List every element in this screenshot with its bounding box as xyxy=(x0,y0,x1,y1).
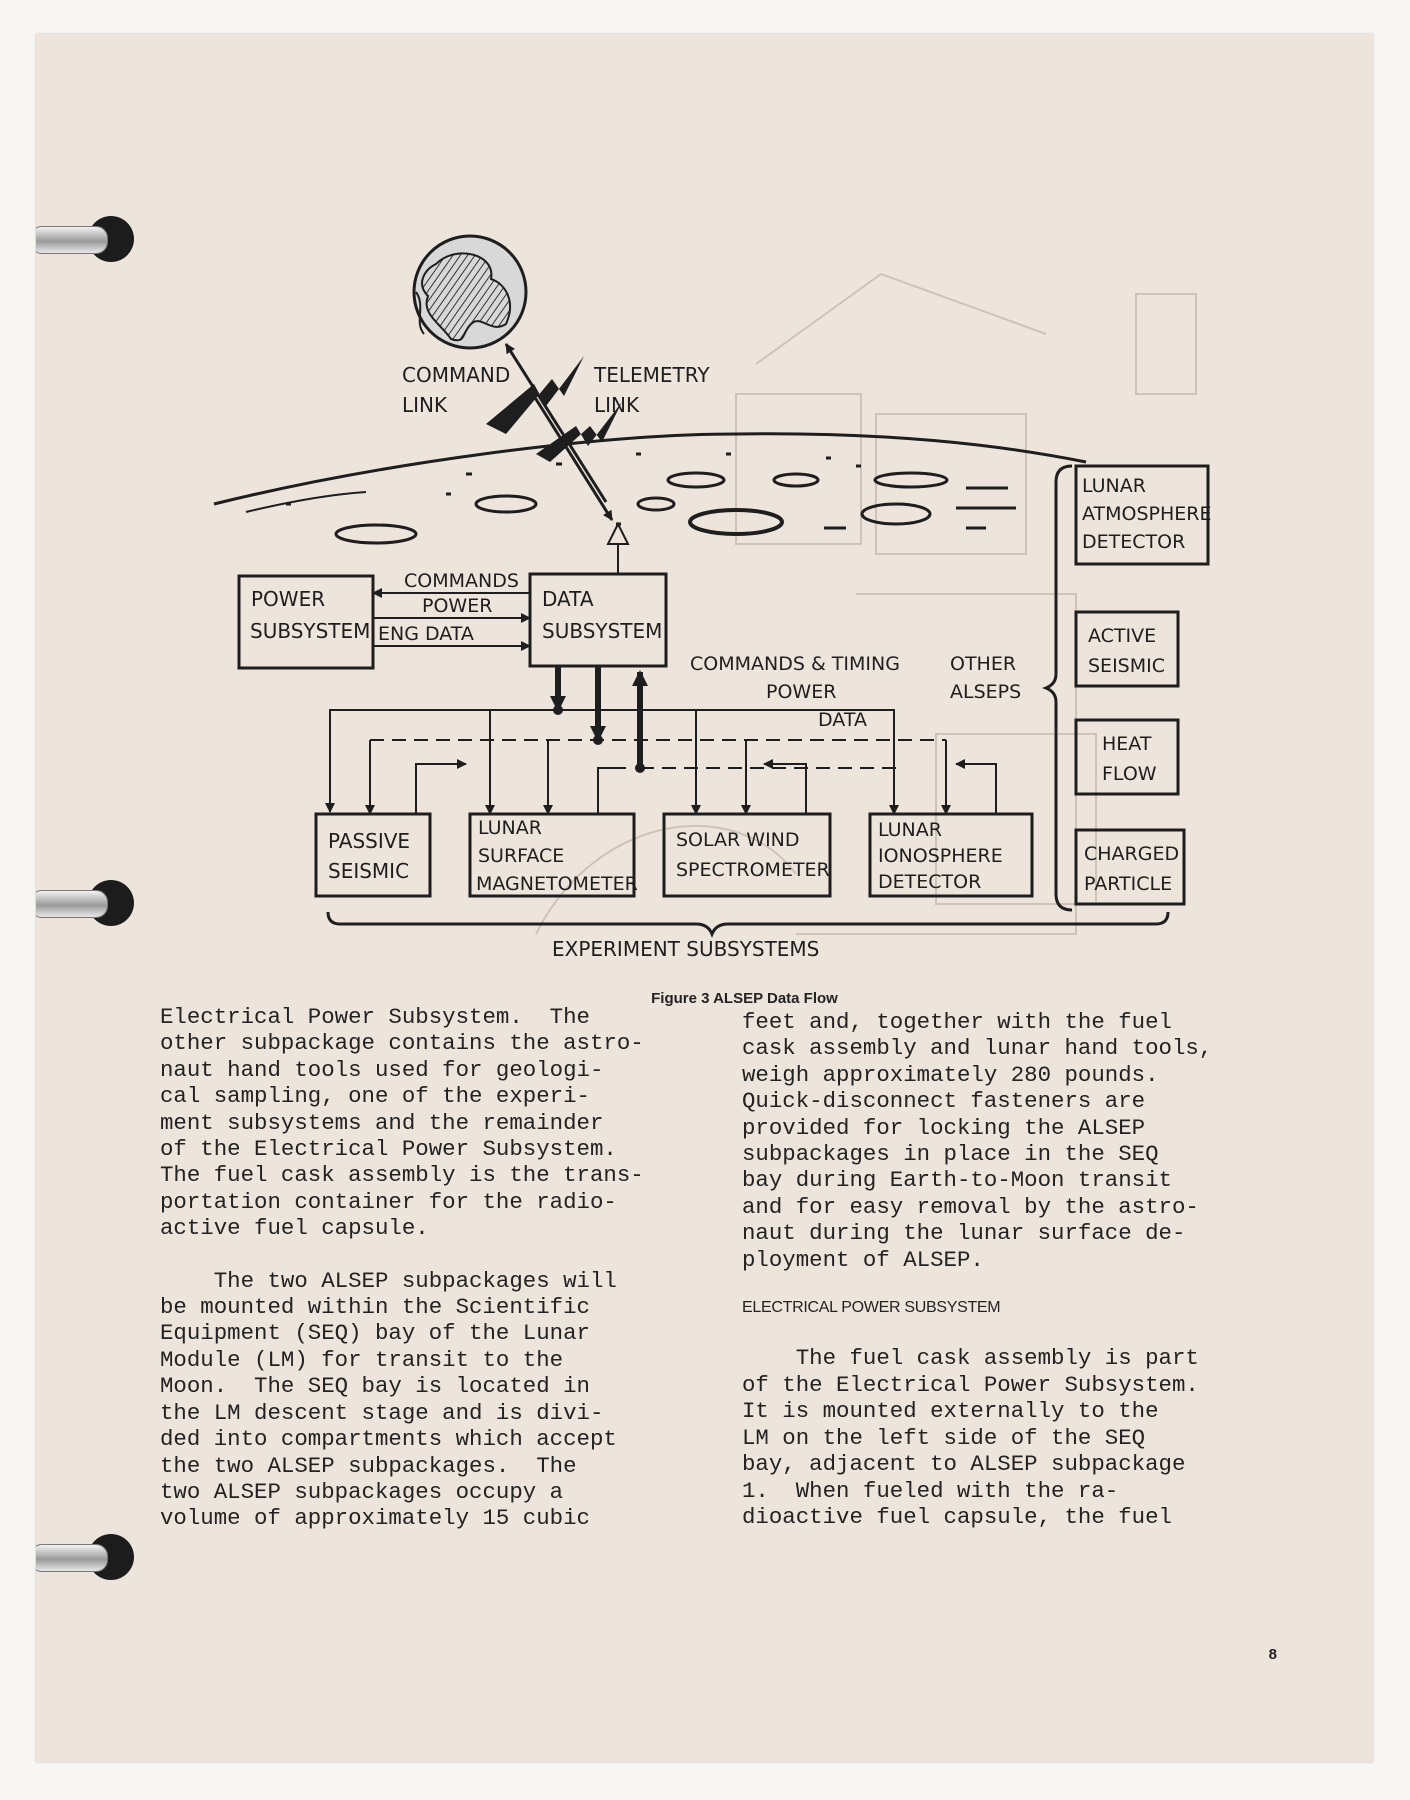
left-paragraph-1 xyxy=(160,1004,644,1242)
command-link-label-2: LINK xyxy=(402,393,448,417)
text-line: naut during the lunar surface de- xyxy=(742,1220,1186,1247)
text-line: 1. When fueled with the ra- xyxy=(742,1477,1119,1504)
text-line: ment subsystems and the remainder xyxy=(160,1109,604,1136)
lad-label-2: ATMOSPHERE xyxy=(1082,503,1212,525)
text-line: naut hand tools used for geologi- xyxy=(160,1056,604,1083)
passive-seismic-label-2: SEISMIC xyxy=(328,859,410,883)
charged-particle-label: CHARGED xyxy=(1084,843,1180,865)
active-seismic-label: ACTIVE xyxy=(1088,625,1157,647)
text-line: of the Electrical Power Subsystem. xyxy=(160,1136,617,1163)
telemetry-link-label-2: LINK xyxy=(594,393,640,417)
text-line: provided for locking the ALSEP xyxy=(742,1114,1146,1141)
lid-label-2: IONOSPHERE xyxy=(878,845,1003,867)
data-subsystem-label: DATA xyxy=(542,587,594,611)
bus-data-label: DATA xyxy=(818,709,867,731)
text-line: the two ALSEP subpackages. The xyxy=(160,1452,577,1479)
lid-label-1: LUNAR xyxy=(878,819,942,841)
power-subsystem-label: POWER xyxy=(251,587,326,611)
text-line: Moon. The SEQ bay is located in xyxy=(160,1373,590,1400)
experiment-subsystems-brace xyxy=(328,912,1168,934)
text-line: subpackages in place in the SEQ xyxy=(742,1141,1159,1168)
active-seismic-label-2: SEISMIC xyxy=(1088,655,1165,677)
lid-label-3: DETECTOR xyxy=(878,871,982,893)
heat-flow-label: HEAT xyxy=(1102,733,1152,755)
passive-seismic-box xyxy=(316,814,430,896)
text-line: The two ALSEP subpackages will xyxy=(160,1267,617,1294)
binder-ring-bottom xyxy=(36,1530,118,1588)
text-line: cask assembly and lunar hand tools, xyxy=(742,1035,1213,1062)
text-line: The fuel cask assembly is part xyxy=(742,1345,1199,1372)
text-line: ded into compartments which accept xyxy=(160,1426,617,1453)
right-paragraph-2 xyxy=(742,1345,1212,1530)
left-text-column xyxy=(160,1004,644,1532)
data-subsystem-label-2: SUBSYSTEM xyxy=(542,619,663,643)
text-line: Quick-disconnect fasteners are xyxy=(742,1088,1146,1115)
telemetry-link-label: TELEMETRY xyxy=(594,363,710,387)
data-bus xyxy=(416,764,996,814)
lad-label-3: DETECTOR xyxy=(1082,531,1186,553)
left-paragraph-2 xyxy=(160,1268,644,1532)
heat-flow-label-2: FLOW xyxy=(1102,763,1157,785)
power-label: POWER xyxy=(422,595,493,617)
text-line: dioactive fuel capsule, the fuel xyxy=(742,1503,1172,1530)
text-line: LM on the left side of the SEQ xyxy=(742,1424,1146,1451)
page-number: 8 xyxy=(1268,1646,1277,1663)
text-line: The fuel cask assembly is the trans- xyxy=(160,1162,644,1189)
lsm-label-2: SURFACE xyxy=(478,845,565,867)
other-alseps-brace xyxy=(1046,466,1072,910)
right-text-column xyxy=(742,1009,1212,1530)
power-bus xyxy=(370,740,946,814)
passive-seismic-label: PASSIVE xyxy=(328,829,411,853)
antenna-icon xyxy=(608,524,628,574)
commands-timing-label: COMMANDS & TIMING xyxy=(690,653,900,675)
alsep-data-flow-diagram xyxy=(36,34,1373,984)
text-line: cal sampling, one of the experi- xyxy=(160,1083,590,1110)
other-alseps-label: OTHER xyxy=(950,653,1017,675)
text-line: active fuel capsule. xyxy=(160,1215,429,1242)
document-page xyxy=(36,34,1373,1762)
text-line: and for easy removal by the astro- xyxy=(742,1193,1199,1220)
eng-data-label: ENG DATA xyxy=(378,623,474,645)
earth-globe-icon xyxy=(414,236,526,348)
charged-particle-label-2: PARTICLE xyxy=(1084,873,1173,895)
text-line: Equipment (SEQ) bay of the Lunar xyxy=(160,1320,590,1347)
lunar-surface xyxy=(214,434,1086,543)
text-line: other subpackage contains the astro- xyxy=(160,1030,644,1057)
lsm-label-3: MAGNETOMETER xyxy=(476,873,638,895)
text-line: feet and, together with the fuel xyxy=(742,1009,1172,1035)
sws-label-2: SPECTROMETER xyxy=(676,859,830,881)
text-line: It is mounted externally to the xyxy=(742,1398,1159,1425)
section-heading: ELECTRICAL POWER SUBSYSTEM xyxy=(742,1299,1001,1317)
text-line: two ALSEP subpackages occupy a xyxy=(160,1478,564,1505)
command-link-label: COMMAND xyxy=(402,363,511,387)
lsm-label-1: LUNAR xyxy=(478,817,542,839)
text-line: the LM descent stage and is divi- xyxy=(160,1399,604,1426)
text-line: Electrical Power Subsystem. The xyxy=(160,1004,590,1030)
bus-power-label: POWER xyxy=(766,681,837,703)
text-line: volume of approximately 15 cubic xyxy=(160,1505,590,1532)
text-line: bay, adjacent to ALSEP subpackage xyxy=(742,1451,1186,1478)
text-line: ployment of ALSEP. xyxy=(742,1246,984,1273)
other-alseps-label-2: ALSEPS xyxy=(950,681,1022,703)
sws-label-1: SOLAR WIND xyxy=(676,829,800,851)
text-line: of the Electrical Power Subsystem. xyxy=(742,1371,1199,1398)
text-line: bay during Earth-to-Moon transit xyxy=(742,1167,1172,1194)
power-subsystem-label-2: SUBSYSTEM xyxy=(250,619,371,643)
right-paragraph-1 xyxy=(742,1009,1212,1273)
commands-timing-bus xyxy=(330,710,894,814)
lad-label-1: LUNAR xyxy=(1082,475,1146,497)
text-line: Module (LM) for transit to the xyxy=(160,1346,564,1373)
figure-caption: Figure 3 ALSEP Data Flow xyxy=(651,990,838,1007)
commands-label: COMMANDS xyxy=(404,570,519,592)
text-line: be mounted within the Scientific xyxy=(160,1294,590,1321)
text-line: portation container for the radio- xyxy=(160,1188,617,1215)
text-line: weigh approximately 280 pounds. xyxy=(742,1061,1159,1088)
experiment-subsystems-label: EXPERIMENT SUBSYSTEMS xyxy=(552,937,820,961)
